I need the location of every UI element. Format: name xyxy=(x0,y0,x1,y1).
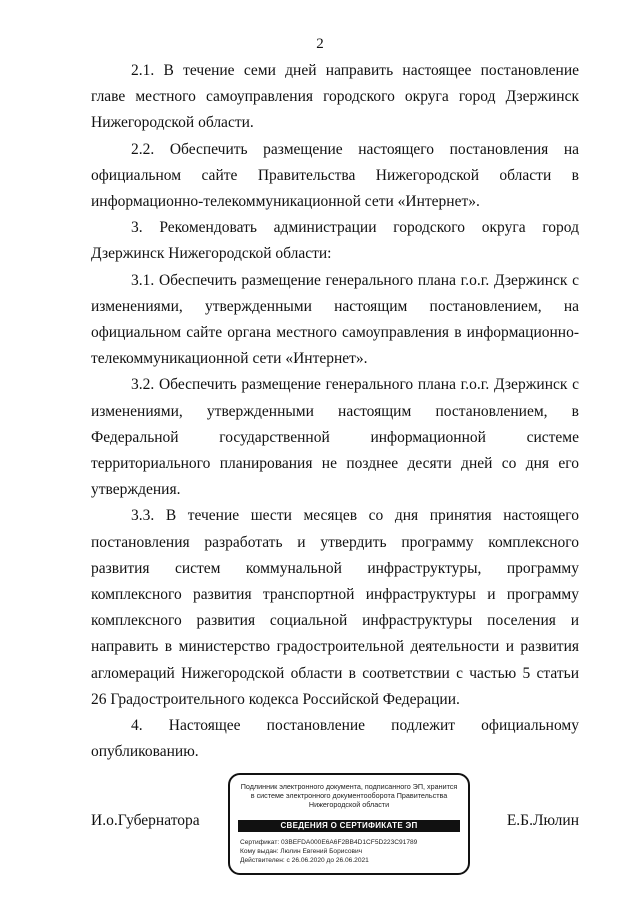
stamp-intro-text: Подлинник электронного документа, подписанного ЭП, хранится в системе электронного документооборота Правительства Нижегородской области xyxy=(240,782,458,809)
paragraph-3-3: 3.3. В течение шести месяцев со дня принятия настоящего постановления разработать и утвердить программу комплексного развития систем коммунальной инфраструктуры, программу комплексного развития транспортной инфраструктуры и программу комплексного развития социальной инфраструктуры поселения и направить в министерство градостроительной деятельности и развития агломераций Нижегородской области в соответствии с частью 5 статьи 26 Градостроительного кодекса Российской Федерации. xyxy=(91,507,579,708)
paragraph-3-1: 3.1. Обеспечить размещение генерального плана г.о.г. Дзержинск с изменениями, утвержденными настоящим постановлением, на официальном сайте органа местного самоуправления в информационно-телекоммуникационной сети «Интернет». xyxy=(91,271,579,368)
stamp-certificate: Сертификат: 03BEFDA000E6A6F2BB4D1CF5D223C91789 xyxy=(240,839,418,846)
electronic-signature-stamp xyxy=(228,773,470,875)
paragraph-4: 4. Настоящее постановление подлежит официальному опубликованию. xyxy=(91,717,579,761)
stamp-issued-to: Кому выдан: Люлин Евгений Борисович xyxy=(240,848,363,855)
stamp-details xyxy=(240,838,460,865)
signer-name: Е.Б.Люлин xyxy=(506,812,579,829)
document-body xyxy=(91,58,579,765)
paragraph-2-2: 2.2. Обеспечить размещение настоящего постановления на официальном сайте Правительства Нижегородской области в информационно-телекоммуникационной сети «Интернет». xyxy=(91,140,579,211)
page-number: 2 xyxy=(316,36,324,52)
signer-position: И.о.Губернатора xyxy=(91,812,200,829)
paragraph-3-2: 3.2. Обеспечить размещение генерального плана г.о.г. Дзержинск с изменениями, утвержденными настоящим постановлением, в Федеральной государственной информационной системе территориального планирования не позднее десяти дней со дня его утверждения. xyxy=(91,376,579,499)
paragraph-2-1: 2.1. В течение семи дней направить настоящее постановление главе местного самоуправления городского округа город Дзержинск Нижегородской области. xyxy=(91,62,579,132)
paragraph-3: 3. Рекомендовать администрации городского округа город Дзержинск Нижегородской области: xyxy=(91,219,579,263)
stamp-header: СВЕДЕНИЯ О СЕРТИФИКАТЕ ЭП xyxy=(238,820,460,832)
stamp-valid: Действителен: с 26.06.2020 до 26.06.2021 xyxy=(240,857,369,864)
